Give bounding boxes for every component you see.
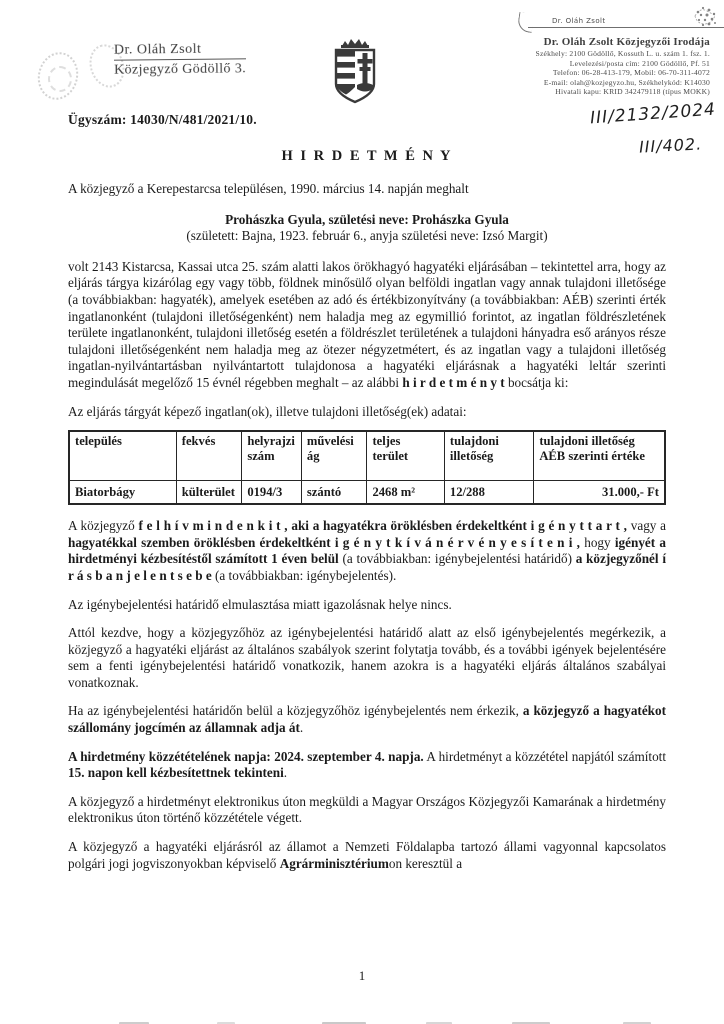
- text-segment: A hirdetmény közzétételének napja: 2024. szeptember 4. napja.: [68, 748, 424, 764]
- table-cell: 12/288: [444, 481, 533, 505]
- notary-office-block: [430, 36, 710, 97]
- office-postal-line: Levelezési/posta cím: 2100 Gödöllő, Pf. 51: [569, 58, 710, 68]
- office-email-line: E-mail: olah@kozjegyzo.hu, Székhelykód: K14030: [543, 77, 710, 87]
- text-segment: h i r d e t m é n y t: [402, 374, 505, 390]
- table-cell: 0194/3: [242, 481, 302, 505]
- publication-date-paragraph: [68, 749, 666, 782]
- column-header: teljes terület: [367, 431, 444, 481]
- if-no-claim-paragraph: [68, 703, 666, 736]
- table-cell: szántó: [301, 481, 367, 505]
- next-page-edge-artifact: [70, 1019, 684, 1024]
- mokk-paragraph: A közjegyző a hirdetményt elektronikus úton megküldi a Magyar Országos Közjegyzői Kamarának a hirdetmény elektronikus úton történő közzététele végett.: [68, 793, 666, 826]
- estate-table: [68, 430, 666, 505]
- seal-scribble-icon: [690, 2, 720, 32]
- state-representation-paragraph: [68, 839, 666, 872]
- text-segment: hagyatékkal szemben öröklésben érdekeltként: [68, 534, 335, 550]
- text-segment: Agrárminisztérium: [279, 855, 389, 871]
- text-segment: igényét a hirdetményi kézbesítéstől számított 1 éven belül: [68, 534, 667, 567]
- text-segment: hogy: [579, 534, 615, 550]
- text-segment: Ha az igénybejelentési határidőn belül a közjegyzőhöz igénybejelentés nem érkezik,: [68, 703, 523, 719]
- text-segment: 15. napon kell kézbesítettnek tekinteni: [68, 765, 284, 781]
- main-paragraph: [68, 259, 666, 392]
- office-title: Dr. Oláh Zsolt Közjegyzői Irodája: [543, 36, 710, 48]
- notary-name-stamp: [114, 41, 246, 78]
- table-cell: külterület: [176, 481, 242, 505]
- text-segment: i g é n y t k í v á n é r v é n y e s í t e n i ,: [334, 534, 580, 550]
- text-segment: .: [283, 765, 288, 781]
- no-excuse-line: Az igénybejelentési határidő elmulasztása miatt igazolásnak helye nincs.: [68, 596, 452, 612]
- text-segment: on keresztül a: [388, 855, 463, 871]
- text-segment: A hirdetményt a közzététel napjától számított: [423, 748, 666, 764]
- column-header: tulajdoni illetőség: [444, 431, 533, 481]
- hungarian-coat-of-arms-icon: [324, 34, 386, 106]
- table-cell: 2468 m²: [367, 481, 444, 505]
- text-segment: A közjegyző: [68, 518, 139, 534]
- text-segment: a közjegyző a hagyatékot szállomány jogcímén az államnak adja át: [68, 703, 667, 736]
- column-header: fekvés: [176, 431, 242, 481]
- column-header: település: [69, 431, 176, 481]
- table-row: [69, 481, 665, 505]
- page-number: 1: [358, 968, 366, 983]
- case-number: Ügyszám: 14030/N/481/2021/10.: [68, 112, 257, 127]
- from-then-paragraph: Attól kezdve, hogy a közjegyzőhöz az igénybejelentési határidő alatt az első igénybejelentés megérkezik, a közjegyző a hagyatéki eljárást az általános szabályok szerint folytatja tovább, és a további igények bejelentésére sem a fenti igénybejelentési határidő vonatkozik, hanem azokra is a hagyatéki eljárás általános szabályai vonatkoznak.: [68, 625, 666, 690]
- call-to-claim-paragraph: [68, 518, 666, 584]
- text-segment: .: [299, 720, 304, 736]
- deceased-name-line: Prohászka Gyula, születési neve: Prohászka Gyula: [225, 211, 509, 227]
- office-phone-line: Telefon: 06-28-413-179, Mobil: 06-70-311-4072: [552, 68, 710, 78]
- text-segment: (a továbbiakban: igénybejelentés).: [211, 567, 397, 583]
- text-segment: vagy a: [626, 518, 666, 534]
- speckle-blob: [48, 66, 72, 92]
- tab-hook-line: [517, 12, 534, 33]
- text-segment: A közjegyző a hagyatéki eljárásról az államot a Nemzeti Földalapba tartozó állami vagyonnal kapcsolatos polgári jogi jogviszonyokban képviselő: [68, 839, 666, 871]
- handwritten-registry-number: III/2132/2024: [589, 99, 717, 129]
- document-body: [68, 112, 666, 872]
- table-header-row: [69, 431, 665, 481]
- office-krid-line: Hivatali kapu: KRID 342479118 (típus MOKK): [555, 87, 710, 97]
- text-segment: (a továbbiakban: igénybejelentési határidő): [338, 551, 576, 567]
- table-cell: Biatorbágy: [69, 481, 176, 505]
- property-intro-line: Az eljárás tárgyát képező ingatlan(ok), illetve tulajdoni illetőség(ek) adatai:: [68, 403, 467, 419]
- handwritten-subnumber: III/402.: [638, 134, 703, 157]
- document-title: H I R D E T M É N Y: [281, 148, 453, 164]
- stamp-title-line: Közjegyző Gödöllő 3.: [114, 61, 247, 78]
- text-segment: f e l h í v m i n d e n k i t ,: [138, 518, 288, 534]
- text-segment: a közjegyzőnél í r á s b a n j e l e n t s e b e: [68, 551, 666, 583]
- text-segment: volt 2143 Kistarcsa, Kassai utca 25. szám alatti lakos örökhagyó hagyatéki eljárásában – tekintettel arra, hogy az eljárás tárgya kizárólag egy vagy több, földnek minősülő olyan belföldi ingatlan vagy annak tulajdoni illetősége (a továbbiakban: hagyaték), amelyek esetében az adó és értékbizonyítvány (a továbbiakban: AÉB) szerinti érték ingatlanonként (tulajdoni illetőségenként) nem haladja meg az egymillió forintot, az ingatlan földrészletének területe ingatlanonként, tulajdoni illetőség esetén a földrészlet területének a tulajdoni hányadra eső arányos része tulajdoni illetőségenként nem haladja meg az ötezer négyzetmétert, és az ingatlan vagy a tulajdoni illetőség ingatlan-nyilvántartásban nyilvántartott tulajdonosa a hagyatéki eljárásnak a hagyatéki leltár szerinti megindulását megelőző 15 évnél régebben meghalt – az alábbi: [68, 258, 666, 390]
- text-segment: i g é n y t t a r t ,: [530, 518, 627, 534]
- column-header: tulajdoni illetőség AÉB szerinti értéke: [534, 431, 665, 481]
- text-segment: aki a hagyatékra öröklésben érdekeltként: [291, 518, 531, 534]
- table-cell: 31.000,- Ft: [534, 481, 665, 505]
- column-header: művelési ág: [301, 431, 367, 481]
- stamp-name-line: Dr. Oláh Zsolt: [114, 41, 246, 60]
- text-segment: bocsátja ki:: [504, 374, 569, 390]
- deceased-birth-line: (született: Bajna, 1923. február 6., anyja születési neve: Izsó Margit): [186, 228, 548, 244]
- office-address-line: Székhely: 2100 Gödöllő, Kossuth L. u. szám 1. fsz. 1.: [535, 49, 710, 58]
- column-header: helyrajzi szám: [242, 431, 302, 481]
- corner-tab-label: Dr. Oláh Zsolt: [552, 17, 606, 25]
- intro-line: A közjegyző a Kerepestarcsa településen, 1990. március 14. napján meghalt: [68, 181, 469, 196]
